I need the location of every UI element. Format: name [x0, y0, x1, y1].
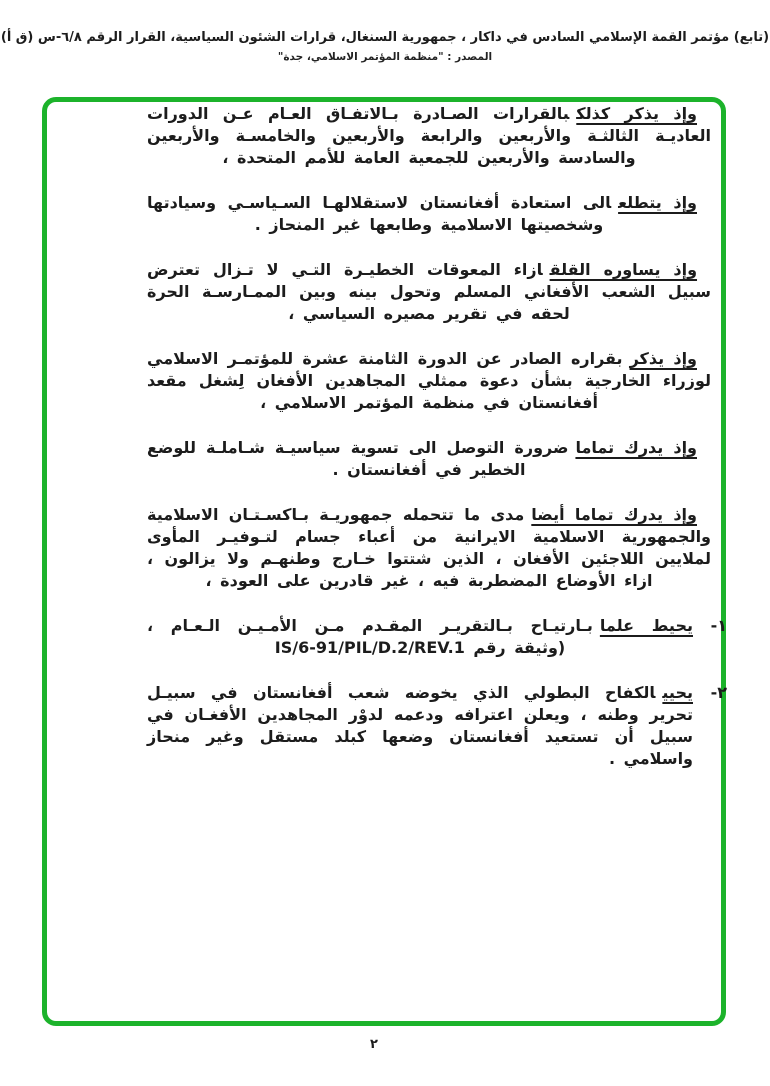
paragraph-lead: وإذ يذكر — [629, 349, 697, 368]
paragraph-text: الى استعادة أفغانستان لاستقلالهـا السـياسـي وسيادتها وشخصيتها الاسلامية وطابعها غير المنحاز . — [147, 193, 612, 234]
paragraph-lead: وإذ يذكر كذلك — [576, 104, 697, 123]
header-title: (تابع) مؤتمر القمة الإسلامي السادس في داكار ، جمهورية السنغال، قرارات الشئون السياسية، القرار الرقم ٦/٨-س (ق أ) — [0, 30, 770, 45]
document-header — [0, 30, 770, 63]
paragraph-text: بالقرارات الصـادرة بـالاتفـاق العـام عـن الدورات العاديـة الثالثـة والأربعين والرابعة والأربعين والخامسـة والأربعين والسادسة والأربعين للجمعية العامة للأمم المتحدة ، — [147, 104, 711, 167]
item-body — [147, 682, 693, 770]
preamble-paragraph-1 — [147, 103, 711, 169]
paragraph-lead: وإذ يدرك تماما — [575, 438, 697, 457]
paragraph-text: ضرورة التوصل الى تسوية سياسيـة شـاملـة للوضع الخطير في أفغانستان . — [147, 438, 569, 479]
preamble-paragraph-6 — [147, 504, 711, 592]
operative-item-2 — [147, 682, 727, 770]
item-text: الكفاح البطولي الذي يخوضه شعب أفغانستان في سبيـل تحرير وطنه ، ويعلن اعترافه ودعمه لدوْر المجاهدين الأفغـان في سبيل أن تستعيد أفغانستان وضعها كبلد مستقل وغير منحاز واسلامي . — [147, 683, 693, 768]
paragraph-text: مدى ما تتحمله جمهوريـة بـاكسـتـان الاسلامية والجمهورية الاسلامية الايرانية من أعباء جسام لتـوفيـر المأوى لملايين اللاجئين الأفغان ، الذين شتتوا خـارج وطنهـم ولا يزالون ، ازاء الأوضاع المضطربة فيه ، غير قادرين على العودة ، — [147, 505, 711, 590]
preamble-paragraph-4 — [147, 348, 711, 414]
item-number: ٢- — [710, 683, 727, 702]
page-number: ٢ — [370, 1037, 378, 1052]
document-body — [147, 103, 727, 793]
item-lead: يحيي — [662, 683, 693, 702]
paragraph-text: بقراره الصادر عن الدورة الثامنة عشرة للمؤتمـر الاسلامي لوزراء الخارجية بشأن دعوة ممثلي المجاهدين الأفغان لِشغل مقعد أفغانستان في منظمة المؤتمر الاسلامي ، — [147, 349, 711, 412]
paragraph-lead: وإذ يتطلع — [618, 193, 697, 212]
paragraph-text: ازاء المعوقات الخطيـرة التـي لا تـزال تعترض سبيل الشعب الأفغاني المسلم وتحول بينه وبين الممـارسـة الحرة لحقه في تقرير مصيره السياسي ، — [147, 260, 711, 323]
item-text: بـارتيـاح بـالتقريـر المقـدم مـن الأمـيـن الـعـام ، — [147, 616, 593, 635]
header-source: المصدر : "منظمة المؤتمر الاسلامي، جدة" — [277, 51, 493, 63]
preamble-paragraph-2 — [147, 192, 711, 236]
item-number: ١- — [710, 616, 727, 635]
preamble-paragraph-5 — [147, 437, 711, 481]
item-lead: يحيط علما — [599, 616, 693, 635]
paragraph-lead: وإذ يساوره القلق — [549, 260, 698, 279]
paragraph-lead: وإذ يدرك تماما أيضا — [531, 505, 697, 524]
operative-item-1 — [147, 615, 727, 659]
preamble-paragraph-3 — [147, 259, 711, 325]
document-reference: (وثيقة رقم IS/6-91/PIL/D.2/REV.1 — [274, 638, 566, 657]
item-body — [147, 615, 693, 659]
